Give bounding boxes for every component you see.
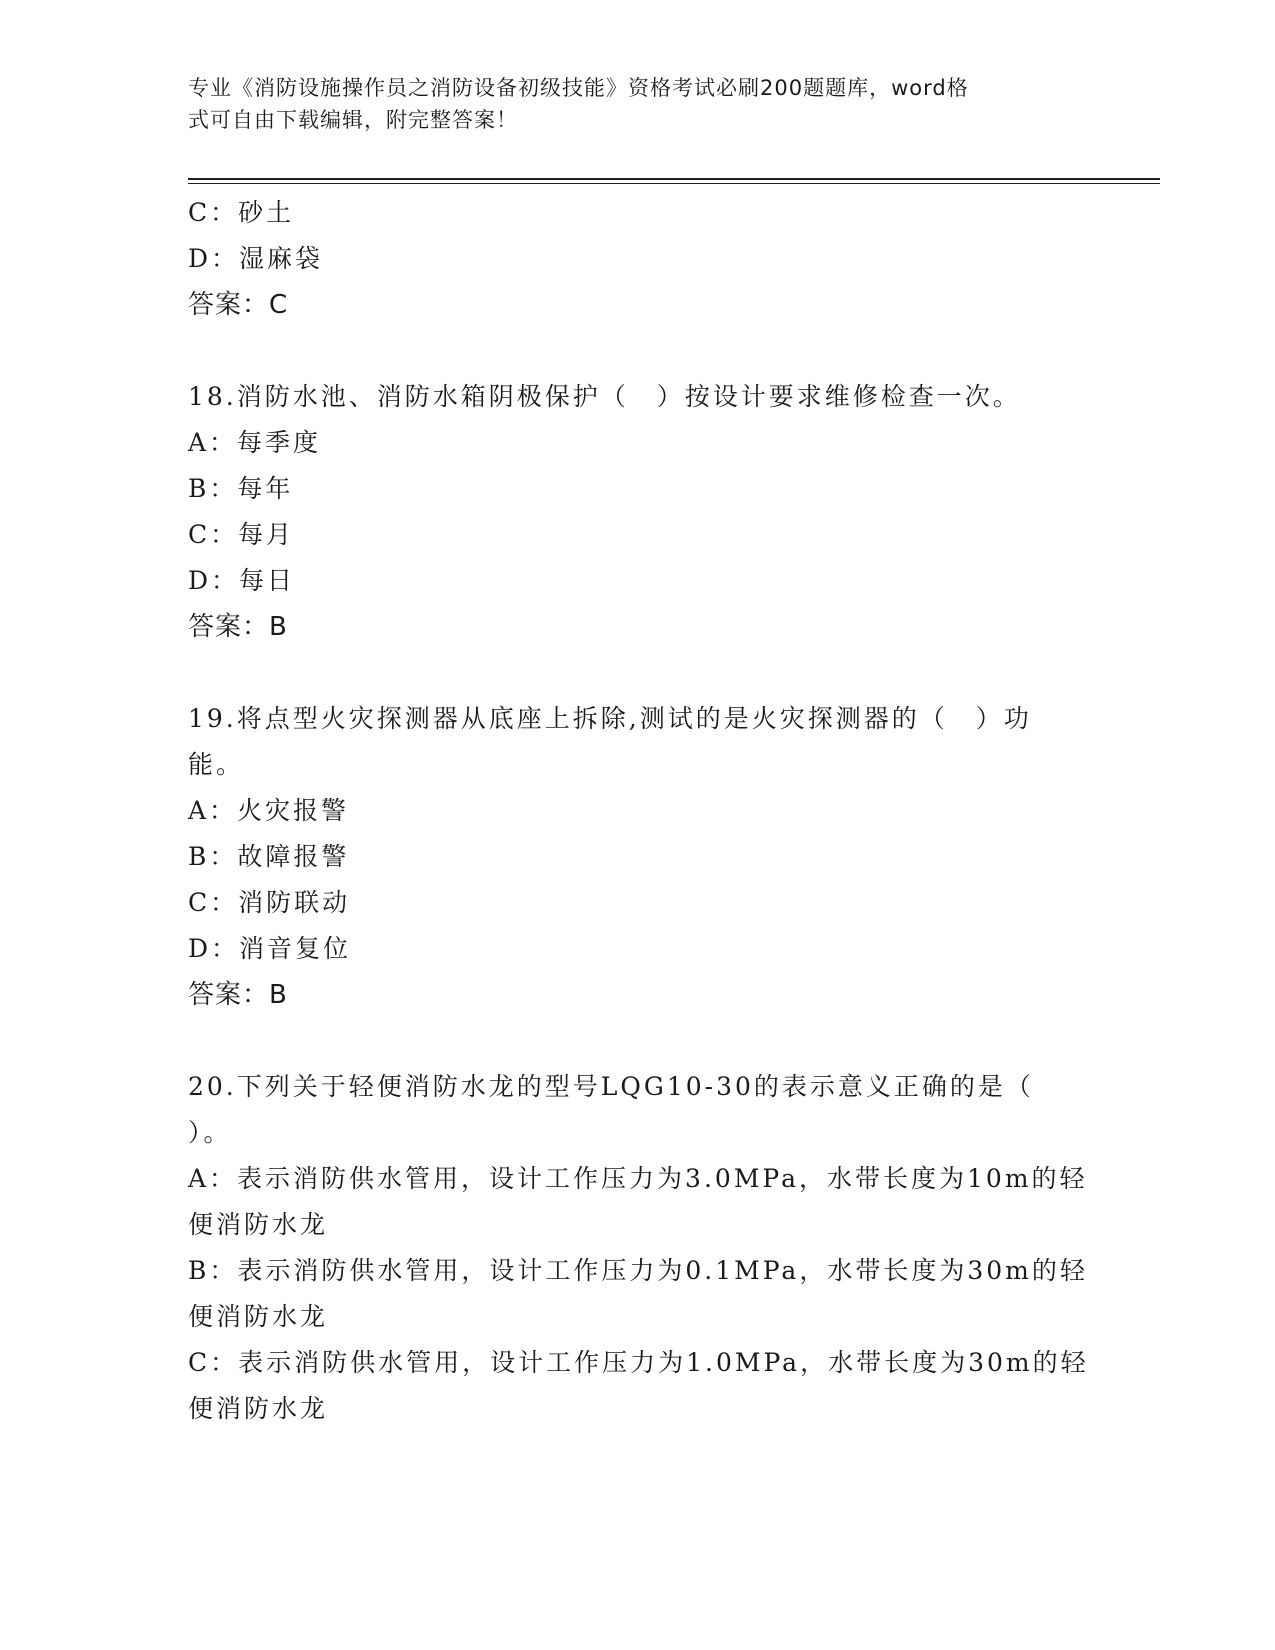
q18-answer: 答案：B (188, 612, 288, 642)
header-divider-thick (188, 178, 1160, 180)
q17-answer: 答案：C (188, 290, 289, 320)
q20-text-line-2: ）。 (188, 1118, 232, 1147)
spacer (188, 650, 1088, 696)
q18-text: 18.消防水池、消防水箱阴极保护（ ）按设计要求维修检查一次。 (188, 382, 1021, 411)
header-line-1: 专业《消防设施操作员之消防设备初级技能》资格考试必刷200题题库，word格 (188, 76, 969, 100)
header-line-2: 式可自由下载编辑，附完整答案！ (188, 108, 518, 132)
q20-option-c-line-2: 便消防水龙 (188, 1394, 329, 1423)
q19-option-a: A：火灾报警 (188, 796, 350, 825)
q19-option-c: C：消防联动 (188, 888, 351, 917)
q18-option-b: B：每年 (188, 474, 294, 503)
q17-option-d: D：湿麻袋 (188, 244, 324, 273)
question-list (188, 190, 1088, 1432)
spacer (188, 328, 1088, 374)
question-20 (188, 1064, 1088, 1432)
q19-option-b: B：故障报警 (188, 842, 350, 871)
q20-option-a-line-2: 便消防水龙 (188, 1210, 329, 1239)
question-18 (188, 374, 1088, 650)
question-19 (188, 696, 1088, 1018)
q20-option-b-line-2: 便消防水龙 (188, 1302, 329, 1331)
q19-text-line-2: 能。 (188, 750, 245, 779)
q18-option-d: D：每日 (188, 566, 296, 595)
q17-option-c: C：砂土 (188, 198, 295, 227)
q19-answer: 答案：B (188, 980, 288, 1010)
q19-option-d: D：消音复位 (188, 934, 352, 963)
header-divider-thin (188, 183, 1160, 184)
q20-option-b-line-1: B：表示消防供水管用，设计工作压力为0.1MPa，水带长度为30m的轻 (188, 1256, 1088, 1285)
q20-text-line-1: 20.下列关于轻便消防水龙的型号LQG10-30的表示意义正确的是（ (188, 1072, 1034, 1101)
spacer (188, 1018, 1088, 1064)
question-17-tail (188, 190, 1088, 328)
document-header (188, 72, 1088, 136)
q20-option-c-line-1: C：表示消防供水管用，设计工作压力为1.0MPa，水带长度为30m的轻 (188, 1348, 1089, 1377)
q20-option-a-line-1: A：表示消防供水管用，设计工作压力为3.0MPa，水带长度为10m的轻 (188, 1164, 1088, 1193)
q18-option-a: A：每季度 (188, 428, 322, 457)
q19-text-line-1: 19.将点型火灾探测器从底座上拆除,测试的是火灾探测器的（ ）功 (188, 704, 1032, 733)
q18-option-c: C：每月 (188, 520, 295, 549)
